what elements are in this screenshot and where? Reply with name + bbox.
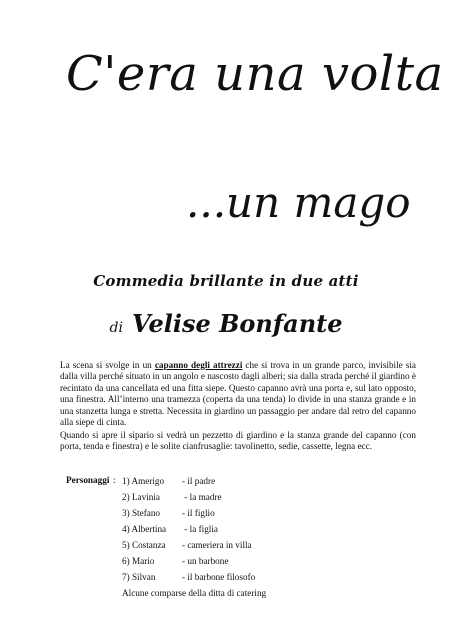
cast-member-name: 3) Stefano [122,508,161,518]
cast-member-role: - il figlio [182,508,215,518]
cast-member [122,491,362,507]
cast-member [122,523,362,539]
cast-colon: : [113,475,116,485]
cast-member-name: 4) Albertina [122,524,167,534]
cast-member-name: 1) Amerigo [122,476,165,486]
author-line [0,309,452,338]
paragraph-text: La scena si svolge in un [60,360,155,370]
scene-description-paragraph [60,360,416,428]
cast-member [122,571,362,587]
cast-member-name: 2) Lavinia [122,492,161,502]
cast-member-role: - il barbone filosofo [182,572,256,582]
cast-member [122,555,362,571]
paragraph-text: che si trova in un grande parco, invisibile sia dalla villa perché situato in un angolo e nascosto dagli alberi; sia dalla strada perché il giardino è recintato da una cancellata ed una fitta siepe. Questo capanno avrà una porta e, sul lato opposto, una finestra. All’interno una tramezza (coperta da una tenda) lo divide in una stanza grande e in una stanzetta lunga e stretta. Necessita in giardino un passaggio per andare dal retro del capanno alla siepe di cinta. [60,360,416,428]
curtain-opening-paragraph: Quando si apre il sipario si vedrà un pezzetto di giardino e la stanza grande del capanno (con porta, tenda e finestra) e le solite cianfrusaglie: tavolinetto, sedie, cassette, legna ecc. [60,430,416,452]
author-prefix: di [109,320,123,336]
cast-member [122,475,362,491]
cast-label: Personaggi [66,475,110,485]
cast-member-name: 5) Costanza [122,540,166,550]
author-name: Velise Bonfante [132,309,343,338]
cast-member-name: 7) Silvan [122,572,156,582]
subtitle: Commedia brillante in due atti [93,272,359,290]
cast-member [122,539,362,555]
cast-member-role: - la figlia [182,524,218,534]
cast-member [122,507,362,523]
cast-member-role: - la madre [182,492,222,502]
title-line-1: C'era una volta [66,46,444,102]
cast-extras: Alcune comparse della ditta di catering [122,588,267,598]
capanno-highlight: capanno degli attrezzi [154,360,243,370]
title-line-2: ...un mago [186,178,411,227]
cast-list [122,475,362,599]
cast-member-name: 6) Mario [122,556,155,566]
cast-member-role: - cameriera in villa [182,540,252,550]
cast-member-role: - un barbone [182,556,229,566]
cast-member-role: - il padre [182,476,216,486]
